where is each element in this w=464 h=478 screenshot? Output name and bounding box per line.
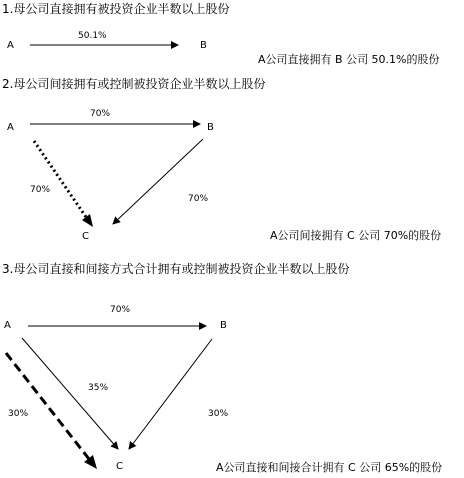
arrow-b-to-c-s3 xyxy=(129,339,212,449)
section1-node-a: A xyxy=(7,40,14,51)
section3-node-a: A xyxy=(4,320,11,331)
section2-node-c: C xyxy=(82,231,89,242)
section3-edge-ab-label: 70% xyxy=(110,305,131,315)
section3-edge-bc-label: 30% xyxy=(208,409,229,419)
section1-caption: A公司直接拥有 B 公司 50.1%的股份 xyxy=(258,53,440,66)
section3-edge-ac-direct-label: 35% xyxy=(88,383,109,393)
section3-caption: A公司直接和间接合计拥有 C 公司 65%的股份 xyxy=(216,461,443,474)
section2-caption: A公司间接拥有 C 公司 70%的股份 xyxy=(270,229,442,242)
dashed-arrow-a-to-c-s3 xyxy=(6,353,89,459)
dotted-arrowhead-s2 xyxy=(82,214,93,227)
section3-heading: 3.母公司直接和间接方式合计拥有或控制被投资企业半数以上股份 xyxy=(2,262,350,276)
section2-node-a: A xyxy=(7,122,14,133)
section1-heading: 1.母公司直接拥有被投资企业半数以上股份 xyxy=(2,2,230,16)
section2-edge-ac-label: 70% xyxy=(30,185,51,195)
section3-node-b: B xyxy=(220,320,227,331)
section2-edge-ab-label: 70% xyxy=(90,109,111,119)
section3-edge-ac-dashed-label: 30% xyxy=(8,409,29,419)
section2-node-b: B xyxy=(207,122,214,133)
section1-node-b: B xyxy=(200,40,207,51)
section1-edge-ab-label: 50.1% xyxy=(78,31,107,41)
section2-edge-bc-label: 70% xyxy=(188,194,209,204)
dotted-arrow-a-to-c-s2 xyxy=(34,141,88,220)
section2-heading: 2.母公司间接拥有或控制被投资企业半数以上股份 xyxy=(2,77,266,91)
arrow-b-to-c-s2 xyxy=(113,139,203,224)
section3-node-c: C xyxy=(116,461,123,472)
